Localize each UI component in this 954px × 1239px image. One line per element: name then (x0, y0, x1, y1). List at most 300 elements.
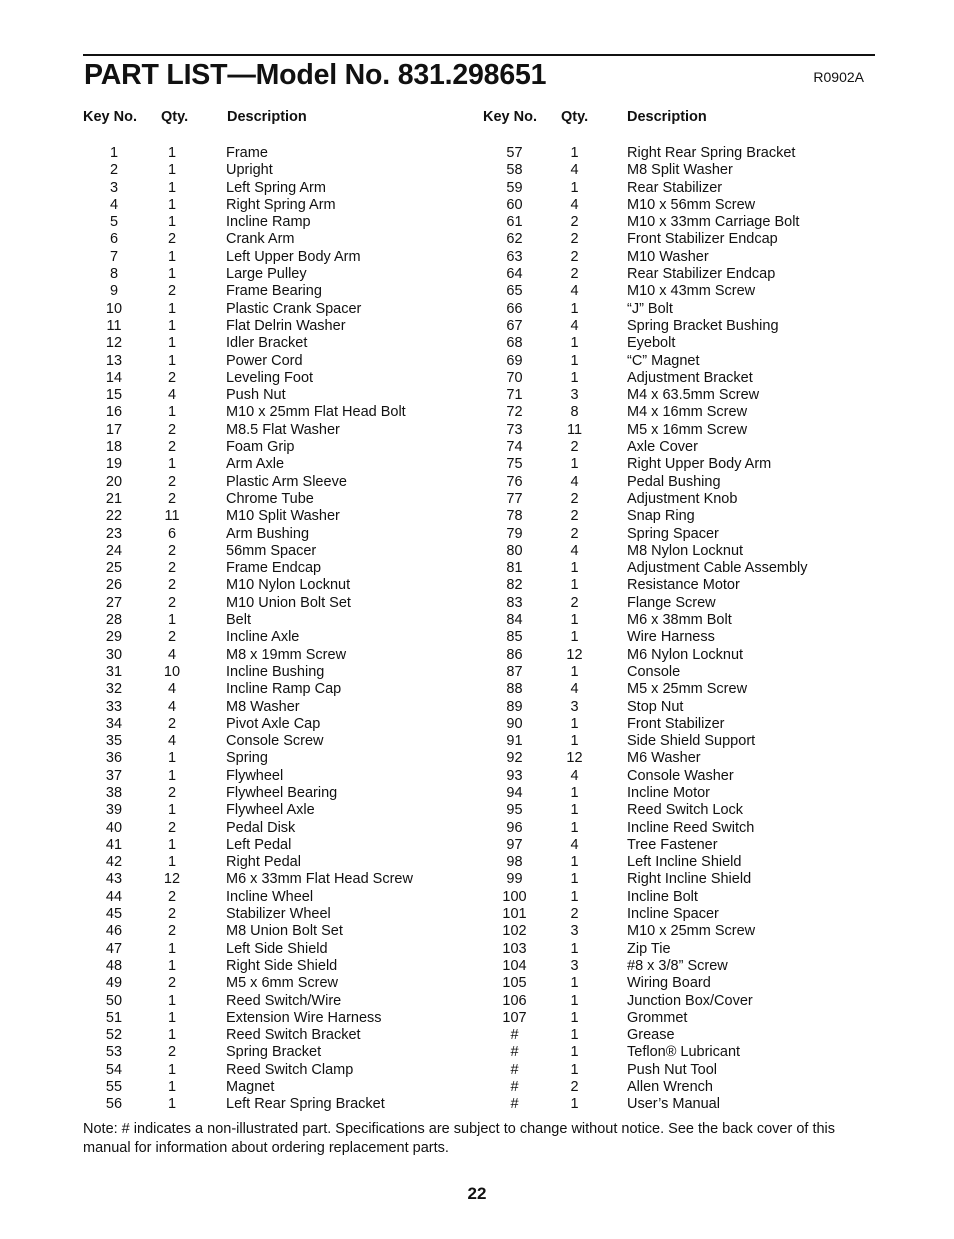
qty-cell: 2 (167, 819, 177, 836)
table-row (483, 145, 875, 162)
qty-cell: 1 (167, 300, 177, 317)
description-cell: Adjustment Bracket (627, 369, 753, 386)
qty-cell: 2 (167, 490, 177, 507)
key-no-cell: 16 (105, 404, 123, 421)
description-cell: Pedal Disk (226, 819, 296, 836)
description-cell: 56mm Spacer (226, 542, 317, 559)
table-row (83, 837, 473, 854)
description-cell: Console Washer (627, 767, 734, 784)
qty-cell: 3 (570, 923, 579, 940)
key-no-cell: 5 (109, 214, 119, 231)
key-no-cell: 84 (506, 612, 523, 629)
key-no-cell: 81 (506, 560, 523, 577)
key-no-cell: 50 (105, 992, 123, 1009)
description-cell: Stabilizer Wheel (226, 906, 331, 923)
key-no-cell: 68 (506, 335, 523, 352)
table-row (83, 577, 473, 594)
description-cell: M10 x 25mm Flat Head Bolt (226, 404, 406, 421)
table-row (483, 1096, 875, 1113)
table-row (483, 629, 875, 646)
description-cell: Incline Bolt (627, 888, 698, 905)
key-no-cell: 3 (109, 179, 119, 196)
key-no-cell: 73 (506, 421, 523, 438)
qty-header: Qty. (161, 109, 189, 125)
description-cell: M8 x 19mm Screw (226, 646, 347, 663)
qty-cell: 4 (570, 162, 579, 179)
key-no-cell: 85 (506, 629, 523, 646)
key-no-cell: 17 (105, 421, 123, 438)
qty-cell: 12 (566, 750, 583, 767)
table-row (83, 387, 473, 404)
table-row (83, 266, 473, 283)
qty-cell: 4 (570, 681, 579, 698)
description-cell: Junction Box/Cover (627, 992, 753, 1009)
key-no-cell: 54 (105, 1061, 123, 1078)
qty-cell: 1 (570, 456, 579, 473)
key-no-cell: 72 (506, 404, 523, 421)
key-no-cell: # (510, 1027, 519, 1044)
description-cell: Spring Spacer (627, 525, 719, 542)
table-row (83, 1096, 473, 1113)
qty-cell: 1 (570, 733, 579, 750)
table-row (83, 1027, 473, 1044)
description-cell: Allen Wrench (627, 1079, 713, 1096)
table-row (83, 404, 473, 421)
description-cell: M10 x 43mm Screw (627, 283, 756, 300)
description-cell: M8 Nylon Locknut (627, 542, 744, 559)
qty-cell: 2 (167, 369, 177, 386)
key-no-cell: 98 (506, 854, 523, 871)
column-header (83, 107, 473, 127)
description-cell: Flange Screw (627, 594, 716, 611)
description-cell: Incline Wheel (226, 888, 314, 905)
qty-cell: 1 (570, 300, 579, 317)
description-cell: Reed Switch Lock (627, 802, 744, 819)
table-row (83, 906, 473, 923)
description-cell: Left Rear Spring Bracket (226, 1096, 385, 1113)
key-no-cell: 52 (105, 1027, 123, 1044)
key-no-cell: 78 (506, 508, 523, 525)
description-cell: Flat Delrin Washer (226, 317, 346, 334)
qty-cell: 1 (570, 1061, 579, 1078)
qty-cell: 1 (570, 784, 579, 801)
key-no-cell: 20 (105, 473, 123, 490)
qty-cell: 3 (570, 698, 579, 715)
key-no-cell: 64 (506, 266, 523, 283)
key-no-cell: 105 (502, 975, 527, 992)
qty-cell: 1 (570, 1027, 579, 1044)
qty-cell: 1 (167, 335, 177, 352)
table-row (83, 733, 473, 750)
qty-cell: 1 (167, 1079, 177, 1096)
key-no-cell: 82 (506, 577, 523, 594)
key-no-cell: 101 (502, 906, 527, 923)
key-no-cell: 35 (105, 733, 123, 750)
table-row (483, 750, 875, 767)
description-cell: M5 x 25mm Screw (627, 681, 748, 698)
key-no-cell: 38 (105, 784, 123, 801)
description-cell: M5 x 16mm Screw (627, 421, 748, 438)
key-no-cell: 44 (105, 888, 123, 905)
key-no-cell: 28 (105, 612, 123, 629)
qty-cell: 11 (164, 508, 180, 525)
key-no-cell: 27 (105, 594, 123, 611)
table-row (483, 802, 875, 819)
qty-cell: 1 (570, 975, 579, 992)
description-cell: Front Stabilizer Endcap (627, 231, 778, 248)
key-no-cell: 23 (105, 525, 123, 542)
table-row (483, 923, 875, 940)
table-row (483, 647, 875, 664)
qty-cell: 2 (167, 231, 177, 248)
table-row (83, 681, 473, 698)
key-no-cell: 65 (506, 283, 523, 300)
qty-cell: 1 (167, 145, 177, 161)
qty-cell: 1 (570, 715, 579, 732)
qty-cell: 1 (570, 352, 579, 369)
table-row (83, 370, 473, 387)
description-cell: Reed Switch Bracket (226, 1027, 361, 1044)
description-cell: Eyebolt (627, 335, 676, 352)
description-cell: Incline Reed Switch (627, 819, 755, 836)
description-cell: Incline Ramp Cap (226, 681, 342, 698)
table-row (483, 664, 875, 681)
description-cell: Left Spring Arm (226, 179, 326, 196)
qty-cell: 2 (167, 542, 177, 559)
key-no-cell: 87 (506, 663, 523, 680)
key-no-cell: 29 (105, 629, 123, 646)
qty-cell: 2 (167, 421, 177, 438)
table-row (483, 820, 875, 837)
footnote: Note: # indicates a non-illustrated part. Specifications are subject to change without notice. See the back cover of this manual for information about ordering replacement parts. (83, 1121, 836, 1156)
key-no-cell: 71 (506, 387, 523, 404)
qty-cell: 4 (570, 836, 579, 853)
description-cell: M6 Washer (627, 750, 701, 767)
key-no-cell: 67 (506, 317, 523, 334)
table-row (83, 422, 473, 439)
description-cell: Flywheel (226, 767, 284, 784)
description-cell: Upright (226, 162, 273, 179)
description-cell: Left Upper Body Arm (226, 248, 361, 265)
key-no-cell: 59 (506, 179, 523, 196)
parts-column-left (83, 107, 473, 1114)
qty-cell: 3 (570, 957, 579, 974)
key-no-cell: 94 (506, 784, 523, 801)
description-cell: M10 Union Bolt Set (226, 594, 351, 611)
table-row (83, 664, 473, 681)
qty-cell: 1 (570, 992, 579, 1009)
key-no-cell: 103 (502, 940, 527, 957)
qty-cell: 8 (570, 404, 579, 421)
table-row (83, 180, 473, 197)
description-cell: Foam Grip (226, 439, 295, 456)
qty-cell: 2 (167, 906, 177, 923)
key-no-cell: 53 (105, 1044, 123, 1061)
description-cell: Left Pedal (226, 836, 292, 853)
qty-cell: 11 (566, 421, 583, 438)
table-row (83, 560, 473, 577)
qty-cell: 1 (570, 369, 579, 386)
description-cell: Console (627, 663, 681, 680)
description-cell: Wiring Board (627, 975, 711, 992)
description-cell: Power Cord (226, 352, 303, 369)
description-cell: Belt (226, 612, 251, 629)
key-no-cell: 100 (502, 888, 527, 905)
description-cell: M4 x 63.5mm Screw (627, 387, 760, 404)
description-cell: Right Incline Shield (627, 871, 752, 888)
table-row (83, 699, 473, 716)
table-row (483, 1062, 875, 1079)
table-row (483, 785, 875, 802)
key-no-cell: 47 (105, 940, 123, 957)
description-cell: Crank Arm (226, 231, 295, 248)
description-cell: Frame Endcap (226, 560, 322, 577)
qty-cell: 2 (167, 283, 177, 300)
key-no-cell: 1 (109, 145, 119, 161)
qty-cell: 2 (167, 1044, 177, 1061)
key-no-cell: 96 (506, 819, 523, 836)
qty-cell: 4 (167, 681, 177, 698)
qty-cell: 2 (167, 560, 177, 577)
qty-cell: 2 (167, 784, 177, 801)
qty-cell: 1 (167, 957, 177, 974)
table-row (483, 439, 875, 456)
table-row (483, 716, 875, 733)
description-cell: Idler Bracket (226, 335, 308, 352)
description-cell: M6 x 33mm Flat Head Screw (226, 871, 413, 888)
description-cell: User’s Manual (627, 1096, 720, 1113)
description-cell: Spring Bracket Bushing (627, 317, 779, 334)
key-no-header: Key No. (83, 109, 137, 125)
page-number: 22 (467, 1184, 487, 1203)
table-row (83, 162, 473, 179)
description-cell: Incline Spacer (627, 906, 719, 923)
qty-cell: 1 (570, 577, 579, 594)
key-no-cell: 36 (105, 750, 123, 767)
key-no-cell: 80 (506, 542, 523, 559)
key-no-cell: 75 (506, 456, 523, 473)
key-no-cell: 13 (105, 352, 123, 369)
key-no-cell: 76 (506, 473, 523, 490)
description-cell: Plastic Arm Sleeve (226, 473, 347, 490)
qty-cell: 1 (167, 162, 177, 179)
description-cell: M6 x 38mm Bolt (627, 612, 732, 629)
qty-cell: 1 (167, 196, 177, 213)
key-no-cell: 21 (105, 490, 123, 507)
description-cell: M10 Split Washer (226, 508, 340, 525)
key-no-cell: 89 (506, 698, 523, 715)
qty-cell: 1 (570, 145, 579, 161)
table-row (483, 404, 875, 421)
qty-cell: 2 (570, 594, 579, 611)
table-row (83, 318, 473, 335)
qty-cell: 4 (570, 196, 579, 213)
qty-cell: 1 (167, 214, 177, 231)
table-row (83, 491, 473, 508)
table-row (83, 941, 473, 958)
qty-cell: 1 (570, 1009, 579, 1026)
qty-cell: 2 (167, 594, 177, 611)
table-row (483, 577, 875, 594)
qty-cell: 2 (167, 629, 177, 646)
key-no-cell: 62 (506, 231, 523, 248)
table-row (483, 370, 875, 387)
qty-cell: 4 (570, 542, 579, 559)
table-row (483, 612, 875, 629)
table-row (83, 958, 473, 975)
key-no-cell: 56 (105, 1096, 123, 1113)
description-header: Description (627, 109, 707, 125)
description-cell: Rear Stabilizer Endcap (627, 266, 776, 283)
description-cell: Arm Axle (226, 456, 285, 473)
key-no-cell: 60 (506, 196, 523, 213)
description-cell: Left Incline Shield (627, 854, 742, 871)
key-no-cell: 61 (506, 214, 523, 231)
description-cell: Front Stabilizer (627, 715, 725, 732)
document-code: R0902A (813, 69, 864, 85)
qty-cell: 1 (570, 1044, 579, 1061)
description-cell: Grommet (627, 1009, 688, 1026)
key-no-cell: 12 (105, 335, 123, 352)
table-row (483, 768, 875, 785)
qty-cell: 2 (167, 888, 177, 905)
table-row (83, 526, 473, 543)
table-row (83, 249, 473, 266)
key-no-cell: 55 (105, 1079, 123, 1096)
description-cell: Snap Ring (627, 508, 695, 525)
table-row (483, 871, 875, 888)
description-cell: Reed Switch Clamp (226, 1061, 354, 1078)
description-cell: Frame Bearing (226, 283, 322, 300)
description-cell: M10 x 25mm Screw (627, 923, 756, 940)
description-cell: Spring Bracket (226, 1044, 322, 1061)
table-row (483, 560, 875, 577)
qty-cell: 1 (167, 750, 177, 767)
key-no-cell: 92 (506, 750, 523, 767)
description-cell: Teflon® Lubricant (627, 1044, 741, 1061)
table-row (483, 491, 875, 508)
description-cell: Large Pulley (226, 266, 307, 283)
key-no-cell: 104 (502, 957, 527, 974)
qty-cell: 3 (570, 387, 579, 404)
description-cell: M10 x 33mm Carriage Bolt (627, 214, 800, 231)
key-no-cell: 74 (506, 439, 523, 456)
key-no-cell: 8 (109, 266, 119, 283)
qty-cell: 2 (167, 923, 177, 940)
description-cell: Incline Ramp (226, 214, 311, 231)
table-row (83, 1044, 473, 1061)
description-cell: M8 Washer (226, 698, 300, 715)
qty-cell: 2 (570, 266, 579, 283)
description-cell: Resistance Motor (627, 577, 740, 594)
key-no-cell: 58 (506, 162, 523, 179)
qty-cell: 2 (570, 525, 579, 542)
description-cell: Incline Bushing (226, 663, 325, 680)
table-row (83, 474, 473, 491)
table-row (83, 975, 473, 992)
key-no-cell: 83 (506, 594, 523, 611)
qty-cell: 1 (167, 1096, 177, 1113)
description-cell: Plastic Crank Spacer (226, 300, 362, 317)
table-row (83, 595, 473, 612)
title-rule (83, 54, 875, 56)
key-no-cell: 97 (506, 836, 523, 853)
table-row (483, 681, 875, 698)
qty-cell: 1 (167, 940, 177, 957)
key-no-cell: 48 (105, 957, 123, 974)
key-no-cell: 24 (105, 542, 123, 559)
qty-cell: 1 (570, 629, 579, 646)
qty-cell: 10 (163, 663, 181, 680)
table-row (83, 923, 473, 940)
key-no-cell: 9 (109, 283, 119, 300)
key-no-cell: 39 (105, 802, 123, 819)
qty-cell: 1 (167, 1009, 177, 1026)
qty-cell: 2 (167, 715, 177, 732)
table-row (83, 145, 473, 162)
key-no-cell: 34 (105, 715, 123, 732)
table-row (83, 439, 473, 456)
description-cell: Adjustment Cable Assembly (627, 560, 808, 577)
key-no-cell: 41 (105, 836, 123, 853)
key-no-cell: 66 (506, 300, 523, 317)
key-no-cell: 86 (506, 646, 523, 663)
qty-cell: 2 (167, 975, 177, 992)
table-row (483, 1044, 875, 1061)
key-no-cell: 31 (105, 663, 123, 680)
table-row (83, 871, 473, 888)
key-no-cell: 32 (105, 681, 123, 698)
description-cell: Rear Stabilizer (627, 179, 723, 196)
key-no-cell: 19 (105, 456, 123, 473)
key-no-cell: 22 (105, 508, 123, 525)
description-cell: Stop Nut (627, 698, 684, 715)
qty-cell: 1 (167, 612, 177, 629)
table-row (83, 543, 473, 560)
table-row (483, 975, 875, 992)
qty-cell: 2 (570, 1079, 579, 1096)
key-no-header: Key No. (483, 109, 537, 125)
column-header (483, 107, 875, 127)
description-cell: “J” Bolt (627, 300, 673, 317)
key-no-cell: 69 (506, 352, 523, 369)
qty-cell: 2 (167, 439, 177, 456)
qty-cell: 2 (570, 490, 579, 507)
key-no-cell: 77 (506, 490, 523, 507)
table-row (83, 335, 473, 352)
qty-cell: 1 (167, 352, 177, 369)
table-row (483, 837, 875, 854)
table-row (483, 387, 875, 404)
description-cell: Zip Tie (627, 940, 671, 957)
description-cell: Flywheel Bearing (226, 784, 338, 801)
qty-cell: 2 (570, 231, 579, 248)
key-no-cell: 107 (502, 1009, 527, 1026)
qty-cell: 2 (570, 214, 579, 231)
qty-cell: 4 (167, 733, 177, 750)
qty-cell: 1 (570, 612, 579, 629)
description-cell: Magnet (226, 1079, 275, 1096)
qty-cell: 1 (167, 404, 177, 421)
table-row (483, 266, 875, 283)
key-no-cell: 4 (109, 196, 119, 213)
description-cell: M8 Union Bolt Set (226, 923, 343, 940)
key-no-cell: 33 (105, 698, 123, 715)
table-row (83, 889, 473, 906)
key-no-cell: 93 (506, 767, 523, 784)
qty-cell: 1 (570, 854, 579, 871)
table-row (483, 889, 875, 906)
